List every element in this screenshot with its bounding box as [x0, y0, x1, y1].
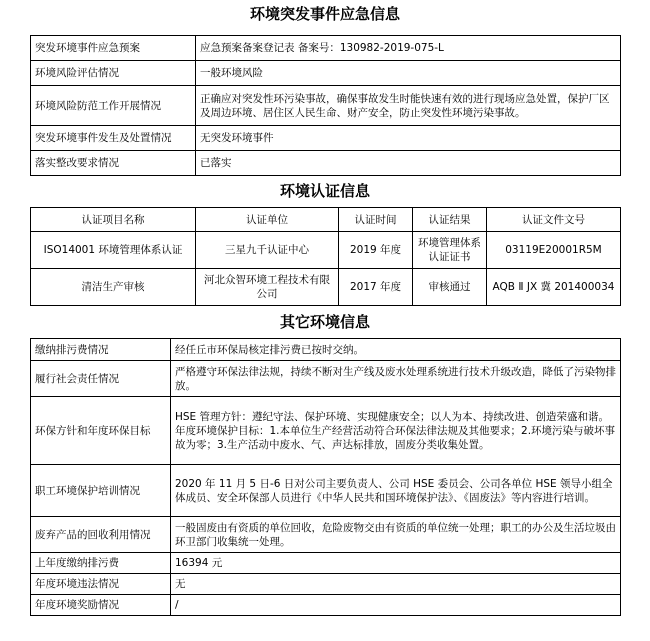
- table-cell: 审核通过: [413, 269, 487, 306]
- row-value: 已落实: [196, 151, 621, 176]
- table-row: [31, 517, 621, 553]
- row-value: [171, 397, 621, 465]
- row-label: 上年度缴纳排污费: [31, 553, 171, 574]
- row-value: 应急预案备案登记表 备案号：130982-2019-075-L: [196, 36, 621, 61]
- row-value: 严格遵守环保法律法规，持续不断对生产线及废水处理系统进行技术升级改造，降低了污染物排放。: [171, 361, 621, 397]
- section-title-other: 其它环境信息: [279, 313, 370, 331]
- section-title-emergency: 环境突发事件应急信息: [249, 5, 400, 23]
- row-value: 一般固废由有资质的单位回收，危险废物交由有资质的单位统一处理；职工的办公及生活垃圾由环卫部门收集统一处理。: [171, 517, 621, 553]
- row-label: 环保方针和年度环保目标: [31, 397, 171, 465]
- table-row: [31, 595, 621, 616]
- row-label: 履行社会责任情况: [31, 361, 171, 397]
- row-value: 正确应对突发性环污染事故，确保事故发生时能快速有效的进行现场应急处置，保护厂区及周边环境、居住区人民生命、财产安全，防止突发性环境污染事故。: [196, 86, 621, 126]
- table-cell: 河北众智环境工程技术有限公司: [196, 269, 339, 306]
- hse-policy-text: HSE 管理方针：遵纪守法、保护环境、实现健康安全；以人为本、持续改进、创造荣盛和谐。: [175, 410, 610, 423]
- row-label: 缴纳排污费情况: [31, 339, 171, 361]
- row-value: /: [171, 595, 621, 616]
- annual-target-text: 年度环境保护目标：1.本单位生产经营活动符合环保法律法规及其他要求；2.环境污染与破坏事故为零；3.生产活动中废水、气、声达标排放，固废分类收集处置。: [175, 424, 616, 451]
- row-label: 年度环境违法情况: [31, 574, 171, 595]
- table-row: [31, 36, 621, 61]
- emergency-info-table: [30, 35, 621, 176]
- other-info-table: [30, 338, 621, 616]
- table-cell: 三星九千认证中心: [196, 232, 339, 269]
- table-cell: ISO14001 环境管理体系认证: [31, 232, 196, 269]
- column-header: 认证项目名称: [31, 208, 196, 232]
- table-cell: 03119E20001R5M: [487, 232, 621, 269]
- row-value: 2020 年 11 月 5 日-6 日对公司主要负责人、公司 HSE 委员会、公司各单位 HSE 领导小组全体成员、安全环保部人员进行《中华人民共和国环境保护法》、《固废法》等内容进行培训。: [171, 465, 621, 517]
- row-label: 年度环境奖励情况: [31, 595, 171, 616]
- row-label: 环境风险防范工作开展情况: [31, 86, 196, 126]
- section-title-certification: 环境认证信息: [279, 182, 370, 200]
- table-row: [31, 232, 621, 269]
- table-row: [31, 151, 621, 176]
- table-row: [31, 465, 621, 517]
- table-row: [31, 361, 621, 397]
- row-value: 无: [171, 574, 621, 595]
- row-value: 一般环境风险: [196, 61, 621, 86]
- table-cell: 清洁生产审核: [31, 269, 196, 306]
- table-row: [31, 86, 621, 126]
- row-value: 16394 元: [171, 553, 621, 574]
- table-row: [31, 574, 621, 595]
- table-row: [31, 269, 621, 306]
- table-row: [31, 553, 621, 574]
- row-label: 废弃产品的回收利用情况: [31, 517, 171, 553]
- table-header-row: [31, 208, 621, 232]
- table-row: [31, 339, 621, 361]
- table-row: [31, 397, 621, 465]
- table-cell: 环境管理体系认证证书: [413, 232, 487, 269]
- table-row: [31, 61, 621, 86]
- row-label: 环境风险评估情况: [31, 61, 196, 86]
- column-header: 认证时间: [339, 208, 413, 232]
- table-cell: AQB Ⅱ JX 冀 201400034: [487, 269, 621, 306]
- row-label: 职工环境保护培训情况: [31, 465, 171, 517]
- column-header: 认证单位: [196, 208, 339, 232]
- table-cell: 2019 年度: [339, 232, 413, 269]
- row-label: 落实整改要求情况: [31, 151, 196, 176]
- column-header: 认证文件文号: [487, 208, 621, 232]
- table-row: [31, 126, 621, 151]
- table-cell: 2017 年度: [339, 269, 413, 306]
- row-label: 突发环境事件发生及处置情况: [31, 126, 196, 151]
- row-value: 无突发环境事件: [196, 126, 621, 151]
- row-label: 突发环境事件应急预案: [31, 36, 196, 61]
- certification-table: [30, 207, 621, 306]
- column-header: 认证结果: [413, 208, 487, 232]
- row-value: 经任丘市环保局核定排污费已按时交纳。: [171, 339, 621, 361]
